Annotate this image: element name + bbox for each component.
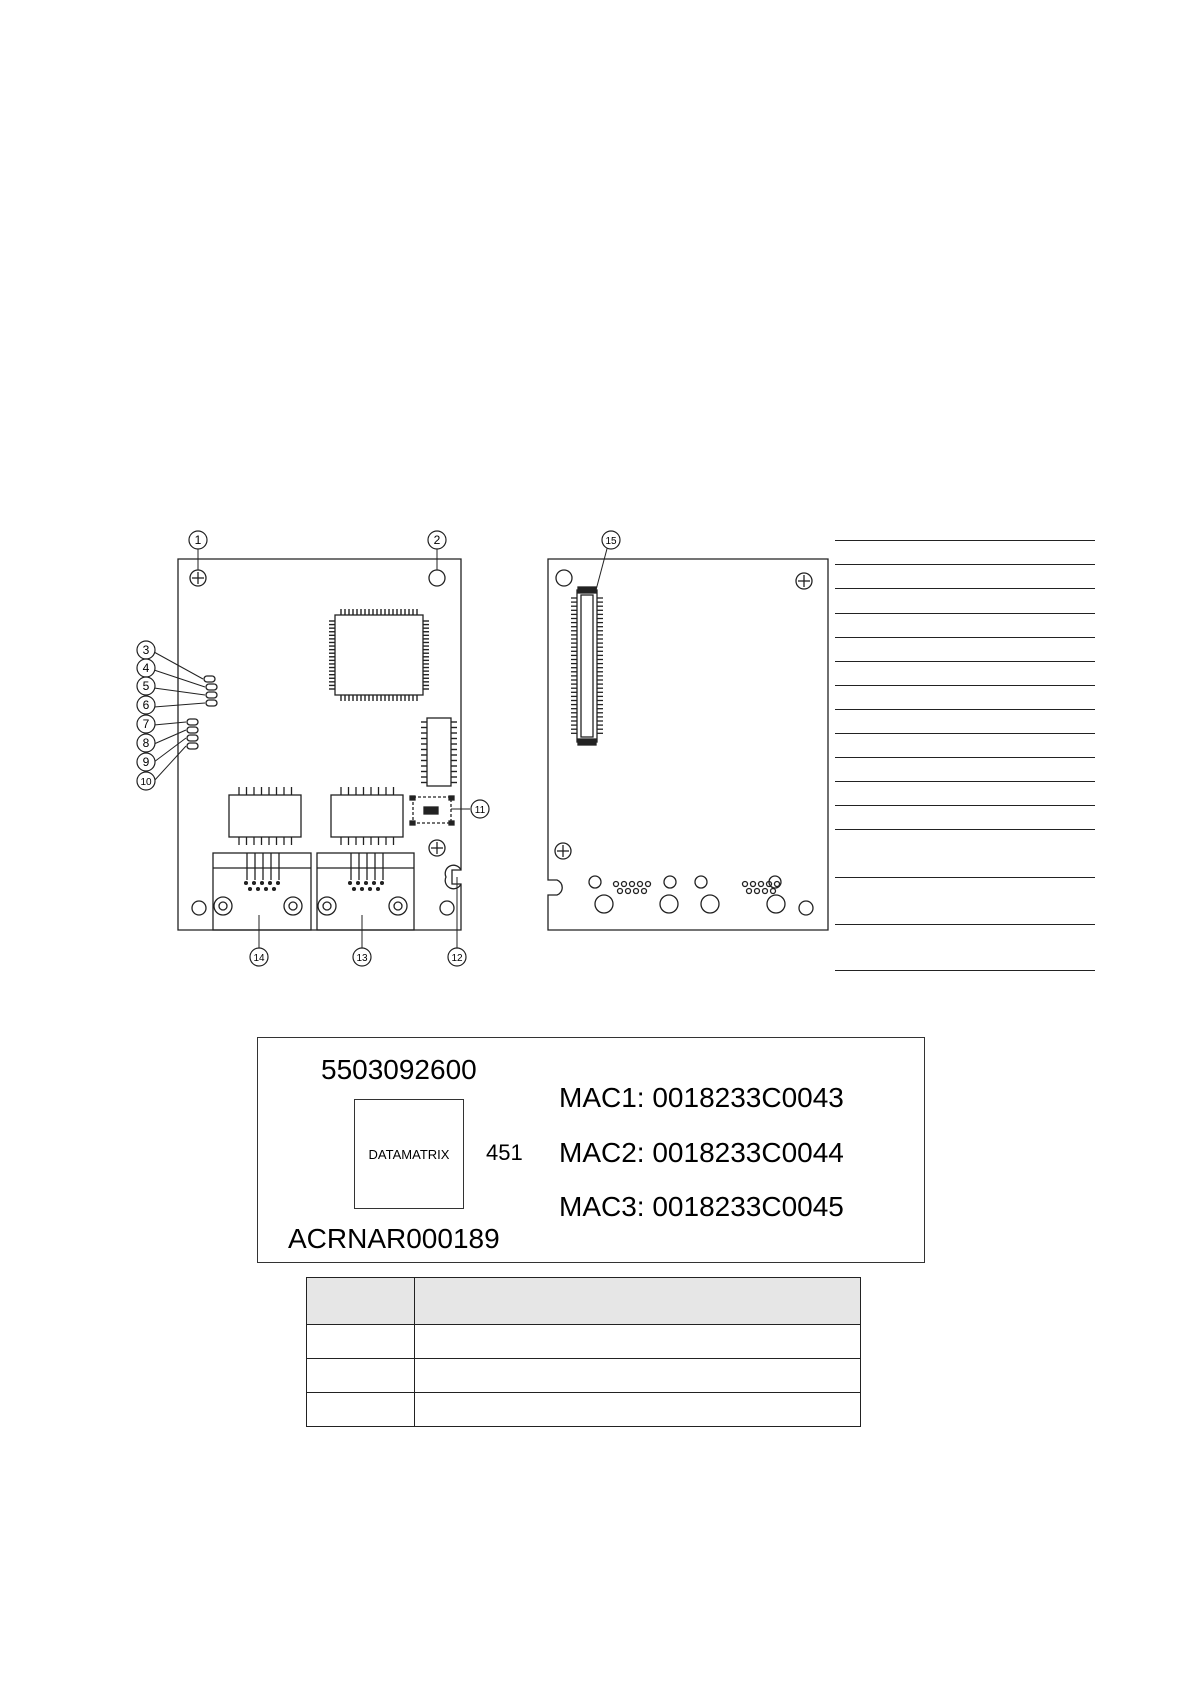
table-row — [307, 1325, 861, 1359]
led-group — [187, 676, 217, 749]
backplane-connector — [571, 587, 603, 745]
callout-2 — [428, 531, 446, 549]
callout-12 — [448, 948, 466, 966]
memory-chip — [421, 718, 457, 786]
rotary-switch — [410, 796, 454, 825]
rule-line — [835, 564, 1095, 565]
callout-15 — [602, 531, 620, 549]
rule-line — [835, 613, 1095, 614]
svg-text:1: 1 — [194, 533, 202, 547]
label-code: 451 — [486, 1140, 523, 1165]
svg-text:9: 9 — [142, 755, 150, 769]
svg-text:10: 10 — [140, 777, 152, 788]
table-cell — [307, 1359, 415, 1393]
callout-leaders — [154, 548, 470, 948]
mac2-value: 0018233C0044 — [652, 1137, 844, 1168]
table-row — [307, 1393, 861, 1427]
mac-address-1 — [559, 1084, 844, 1112]
mounting-hole-back-tl — [556, 570, 572, 586]
mac2-key: MAC2: — [559, 1137, 645, 1168]
mac1-value: 0018233C0043 — [652, 1082, 844, 1113]
table-header-cell — [307, 1278, 415, 1325]
mac-address-2 — [559, 1139, 844, 1167]
rj45-port-13 — [317, 853, 414, 930]
svg-text:5: 5 — [142, 679, 150, 693]
table-header-cell — [415, 1278, 861, 1325]
rj45-footprint-back — [589, 876, 785, 913]
svg-text:15: 15 — [605, 536, 617, 547]
svg-text:13: 13 — [356, 953, 368, 964]
table-header-row — [307, 1278, 861, 1325]
rj45-port-14 — [213, 853, 311, 930]
table-cell — [415, 1359, 861, 1393]
back-board — [548, 545, 828, 930]
callout-8 — [137, 734, 155, 752]
callout-3 — [137, 641, 155, 659]
rule-line — [835, 685, 1095, 686]
svg-text:7: 7 — [142, 717, 150, 731]
datamatrix-text: DATAMATRIX — [368, 1146, 450, 1162]
callout-4 — [137, 659, 155, 677]
svg-text:14: 14 — [253, 953, 265, 964]
transformer-right — [331, 787, 403, 845]
svg-text:2: 2 — [433, 533, 441, 547]
callout-7 — [137, 715, 155, 733]
mounting-hole-back-br — [799, 901, 813, 915]
rule-line — [835, 757, 1095, 758]
rule-line — [835, 637, 1095, 638]
rule-line — [835, 733, 1095, 734]
product-label — [257, 1037, 925, 1263]
table-cell — [415, 1325, 861, 1359]
callout-11 — [471, 800, 489, 818]
svg-text:4: 4 — [142, 661, 150, 675]
svg-text:11: 11 — [474, 805, 486, 816]
info-table — [306, 1277, 861, 1427]
mounting-hole-2 — [429, 570, 445, 586]
rule-line — [835, 540, 1095, 541]
mac1-key: MAC1: — [559, 1082, 645, 1113]
svg-text:3: 3 — [142, 643, 150, 657]
callout-10 — [137, 772, 155, 790]
svg-text:12: 12 — [451, 953, 463, 964]
table-cell — [415, 1393, 861, 1427]
rule-line — [835, 829, 1095, 830]
rule-line — [835, 709, 1095, 710]
callout-5 — [137, 677, 155, 695]
callout-1 — [189, 531, 207, 549]
callout-9 — [137, 753, 155, 771]
serial-number: 5503092600 — [321, 1054, 477, 1085]
datamatrix-placeholder — [354, 1099, 464, 1209]
rule-line — [835, 805, 1095, 806]
mac-address-3 — [559, 1193, 844, 1221]
mounting-hole-front-bottom-right — [440, 901, 454, 915]
rule-line — [835, 781, 1095, 782]
table-row — [307, 1359, 861, 1393]
rule-line — [835, 588, 1095, 589]
table-cell — [307, 1393, 415, 1427]
ruled-line-area — [835, 0, 1095, 1000]
mounting-hole-front-bottom-left — [192, 901, 206, 915]
callout-14 — [250, 948, 268, 966]
rule-line — [835, 661, 1095, 662]
qfp-chip — [329, 609, 429, 701]
order-number: ACRNAR000189 — [288, 1223, 500, 1254]
notch-12 — [445, 865, 461, 889]
rule-line — [835, 877, 1095, 878]
transformer-left — [229, 787, 301, 845]
table-cell — [307, 1325, 415, 1359]
front-board — [154, 548, 470, 948]
svg-text:6: 6 — [142, 698, 150, 712]
mac3-key: MAC3: — [559, 1191, 645, 1222]
svg-text:8: 8 — [142, 736, 150, 750]
callout-13 — [353, 948, 371, 966]
rule-line — [835, 924, 1095, 925]
callout-6 — [137, 696, 155, 714]
rule-line — [835, 970, 1095, 971]
mac3-value: 0018233C0045 — [652, 1191, 844, 1222]
